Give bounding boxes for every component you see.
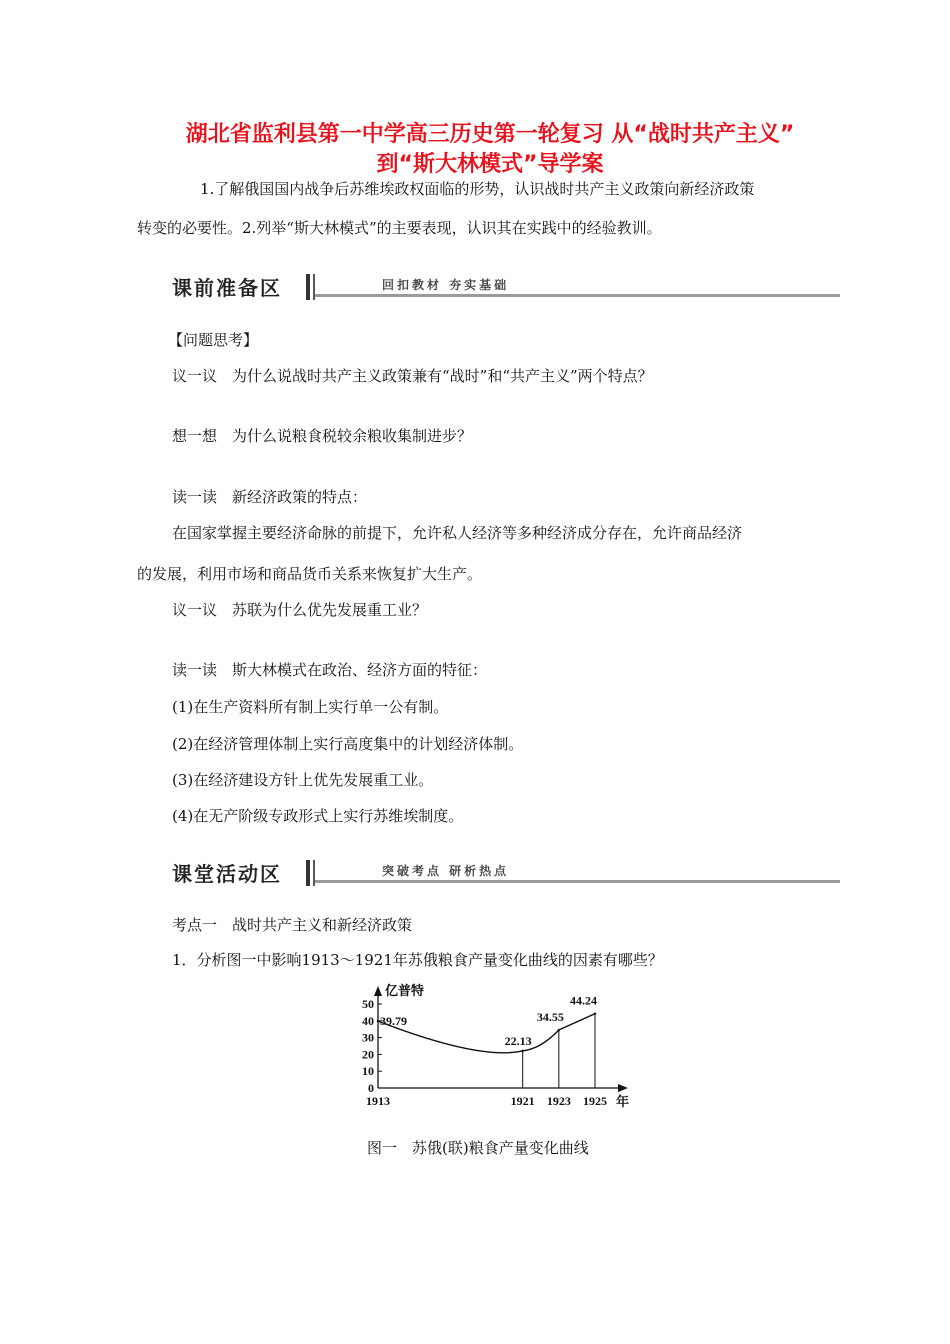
section-rule bbox=[315, 294, 840, 297]
section-divider bbox=[306, 274, 310, 300]
stalin-feature-2: (2)在经济管理体制上实行高度集中的计划经济体制。 bbox=[172, 735, 524, 753]
y-axis-title: 亿普特 bbox=[385, 983, 425, 998]
x-axis-arrow bbox=[618, 1084, 628, 1092]
y-tick-label: 10 bbox=[362, 1064, 374, 1079]
data-point bbox=[377, 1020, 379, 1022]
section-divider bbox=[306, 860, 310, 886]
read-1-body-line2: 的发展，利用市场和商品货币关系来恢复扩大生产。 bbox=[137, 565, 483, 583]
question-read-2: 读一读 斯大林模式在政治、经济方面的特征： bbox=[172, 661, 488, 679]
x-tick-label: 1913 bbox=[366, 1094, 390, 1108]
data-point bbox=[558, 1029, 560, 1031]
intro-line1: 1.了解俄国国内战争后苏维埃政权面临的形势，认识战时共产主义政策向新经济政策 bbox=[200, 180, 755, 198]
read-1-body-line1: 在国家掌握主要经济命脉的前提下，允许私人经济等多种经济成分存在，允许商品经济 bbox=[172, 524, 743, 542]
x-tick-label: 1923 bbox=[546, 1094, 571, 1108]
section-label: 课堂活动区 bbox=[172, 862, 282, 886]
stalin-feature-3: (3)在经济建设方针上优先发展重工业。 bbox=[172, 771, 434, 789]
y-axis-arrow bbox=[374, 986, 382, 996]
y-tick-label: 50 bbox=[362, 997, 374, 1011]
data-label: 34.55 bbox=[536, 1009, 564, 1024]
x-axis-title: 年 bbox=[616, 1094, 630, 1109]
data-point bbox=[521, 1050, 523, 1052]
intro-line2: 转变的必要性。2.列举“斯大林模式”的主要表现，认识其在实践中的经验教训。 bbox=[137, 219, 662, 237]
stalin-feature-1: (1)在生产资料所有制上实行单一公有制。 bbox=[172, 698, 449, 716]
figure-caption: 图一 苏俄(联)粮食产量变化曲线 bbox=[367, 1139, 589, 1157]
y-tick-label: 40 bbox=[362, 1013, 374, 1028]
section-header-prep bbox=[172, 272, 840, 300]
stalin-feature-4: (4)在无产阶级专政形式上实行苏维埃制度。 bbox=[172, 807, 464, 825]
y-tick-label: 30 bbox=[362, 1030, 374, 1045]
data-point bbox=[594, 1012, 596, 1014]
questions-header: 【问题思考】 bbox=[168, 331, 259, 349]
section-subtitle: 突破考点 研析热点 bbox=[382, 864, 510, 878]
x-tick-label: 1925 bbox=[583, 1094, 607, 1108]
data-label: 22.13 bbox=[504, 1033, 532, 1048]
data-label: 39.79 bbox=[380, 1014, 407, 1029]
question-discuss-2: 议一议 苏联为什么优先发展重工业？ bbox=[172, 601, 428, 619]
grain-output-chart bbox=[352, 980, 642, 1115]
section-header-class bbox=[172, 858, 840, 886]
section-rule bbox=[315, 880, 840, 883]
section-label: 课前准备区 bbox=[172, 276, 282, 300]
document-title-line2: 到“斯大林模式”导学案 bbox=[376, 152, 604, 177]
question-think: 想一想 为什么说粮食税较余粮收集制进步？ bbox=[172, 427, 473, 445]
document-title-line1: 湖北省监利县第一中学高三历史第一轮复习 从“战时共产主义” bbox=[185, 122, 795, 147]
x-tick-label: 1921 bbox=[510, 1094, 535, 1108]
section-subtitle: 回扣教材 夯实基础 bbox=[382, 278, 510, 292]
y-tick-label: 20 bbox=[362, 1047, 374, 1062]
y-tick-label: 0 bbox=[368, 1081, 374, 1095]
task-1: 1．分析图一中影响1913～1921年苏俄粮食产量变化曲线的因素有哪些？ bbox=[172, 951, 663, 969]
data-label: 44.24 bbox=[570, 993, 597, 1008]
kaodian-heading: 考点一 战时共产主义和新经济政策 bbox=[172, 916, 413, 934]
question-read-1: 读一读 新经济政策的特点： bbox=[172, 488, 368, 506]
question-discuss-1: 议一议 为什么说战时共产主义政策兼有“战时”和“共产主义”两个特点？ bbox=[172, 367, 653, 385]
